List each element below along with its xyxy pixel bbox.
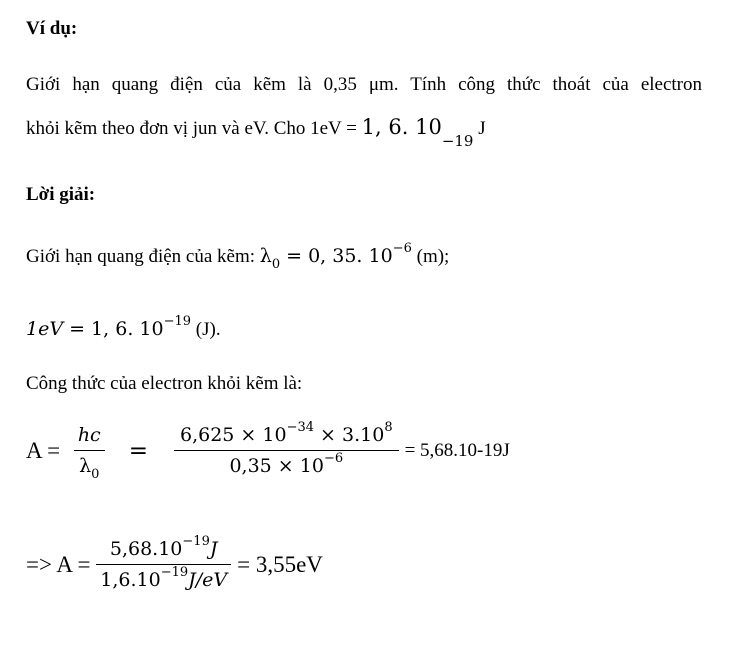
- formula-intro: Công thức của electron khỏi kẽm là:: [26, 373, 303, 394]
- solution-heading: Lời giải:: [26, 184, 96, 205]
- limit-equation: = 0, 35. 10: [280, 245, 393, 267]
- eq2-num-a: 5,68.10: [109, 538, 183, 560]
- eq2-den-a: 1,6.10: [100, 569, 161, 591]
- example-heading: Ví dụ:: [26, 18, 78, 39]
- problem-ev-value: 1, 6. 10: [361, 115, 442, 139]
- limit-exponent: −6: [392, 241, 412, 256]
- eq1-fraction-hc: [74, 424, 105, 482]
- ev-equation: = 1, 6. 10: [63, 318, 164, 340]
- problem-line-2-text: khỏi kẽm theo đơn vị jun và eV. Cho 1eV =: [26, 118, 362, 139]
- limit-line: [26, 241, 450, 272]
- eq2-den-exp: −19: [160, 565, 189, 580]
- eq1-frac2-denominator: [174, 451, 399, 477]
- eq1-equals: =: [128, 437, 148, 464]
- eq1-frac1-numerator: hc: [74, 424, 105, 451]
- eq1-frac2-num-exp1: −34: [286, 420, 314, 435]
- eq1-frac1-lambda-sub: 0: [91, 467, 100, 482]
- limit-text: Giới hạn quang điện của kẽm:: [26, 246, 260, 267]
- problem-ev-exponent: −19: [441, 132, 474, 150]
- eq1-frac2-num-exp2: 8: [384, 420, 393, 435]
- eq1-frac2-den-exp: −6: [323, 451, 344, 466]
- lambda-symbol: λ: [259, 245, 272, 267]
- ev-unit: (J).: [191, 319, 221, 340]
- eq1-frac1-lambda: λ: [79, 455, 92, 477]
- eq1-frac2-den-a: 0,35 × 10: [229, 455, 324, 477]
- eq1-frac2-num-a: 6,625 × 10: [179, 424, 287, 446]
- equation-work-function: [26, 420, 510, 482]
- eq2-num-unit: J: [209, 538, 218, 560]
- problem-line-1: Giới hạn quang điện của kẽm là 0,35 μm. Tính công thức thoát của electron: [26, 74, 702, 95]
- problem-line-2: [26, 115, 486, 150]
- eq2-result: = 3,55eV: [237, 551, 323, 577]
- limit-unit: (m);: [411, 246, 450, 267]
- eq2-num-exp: −19: [182, 534, 210, 549]
- eq1-frac2-num-b: × 3.10: [314, 424, 385, 446]
- eq1-frac1-denominator: [74, 451, 105, 482]
- eq1-result: = 5,68.10-19J: [404, 439, 510, 461]
- eq2-numerator: [96, 534, 231, 565]
- eq2-fraction: [96, 534, 231, 591]
- eq2-denominator: [96, 565, 231, 591]
- ev-exponent: −19: [163, 314, 192, 329]
- problem-ev-unit: J: [473, 118, 486, 139]
- eq2-den-unit: J/eV: [188, 569, 228, 591]
- lambda-subscript: 0: [271, 257, 281, 272]
- ev-lhs: 1eV: [26, 318, 64, 340]
- eq1-frac2-numerator: [174, 420, 399, 451]
- eq1-lhs: A =: [26, 437, 66, 463]
- eq2-lhs: => A =: [26, 551, 97, 577]
- ev-line: [26, 314, 221, 341]
- equation-ev-conversion: [26, 534, 323, 591]
- eq1-fraction-values: [174, 420, 399, 477]
